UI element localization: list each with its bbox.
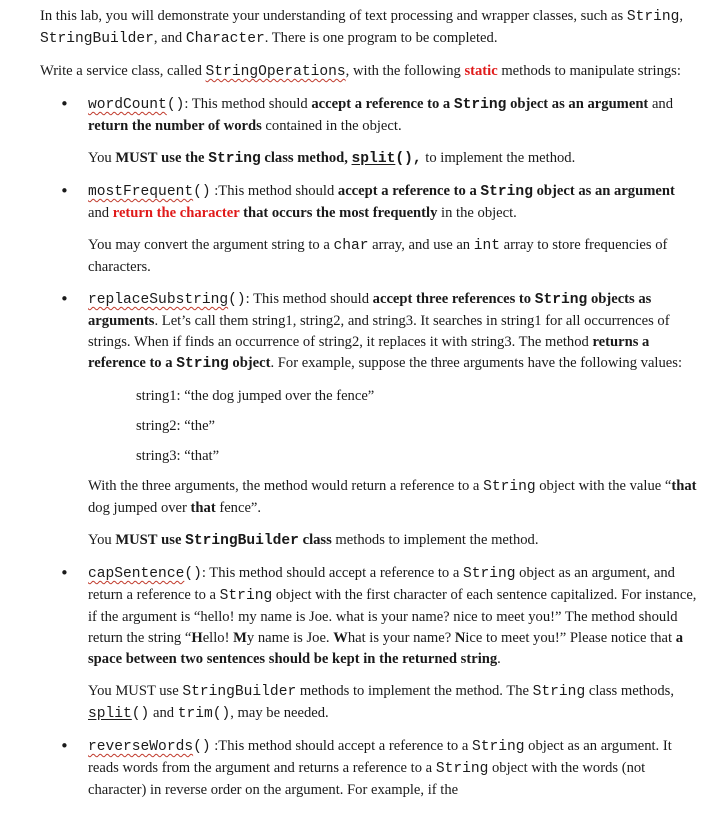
- method-parens: (): [193, 184, 211, 200]
- item-text: :This method should: [210, 183, 338, 199]
- note-text: array, and use an: [368, 237, 474, 253]
- item-text: . Let’s call them string1, string2, and string3. It searches in string1 for all occurrences of strings. When if finds an occurrence of string2, it replaces it with string3. The method: [88, 313, 670, 350]
- code-string: String: [480, 184, 533, 200]
- bold-letter: M: [233, 630, 247, 646]
- replace-note: [40, 530, 697, 552]
- code-string: String: [626, 9, 680, 25]
- item-text: contained in the object.: [261, 118, 402, 134]
- task-paragraph: [40, 61, 697, 83]
- item-text: : This method should: [184, 96, 312, 112]
- code-string: String: [534, 292, 588, 308]
- list-item-capsentence: [40, 563, 697, 670]
- replace-result: [40, 476, 697, 519]
- bold-text: class: [298, 532, 332, 548]
- bold-letter: N: [454, 630, 466, 646]
- method-list: [40, 94, 697, 137]
- note-text: You: [88, 150, 116, 166]
- method-name: mostFrequent: [88, 184, 194, 200]
- intro-text: . There is one program to be completed.: [264, 30, 498, 46]
- method-list: [40, 181, 697, 224]
- code-trim: trim(): [177, 706, 231, 722]
- method-parens: (): [184, 566, 202, 582]
- code-string: String: [471, 739, 525, 755]
- method-name: reverseWords: [88, 739, 194, 755]
- bold-text: use: [161, 532, 186, 548]
- item-text: object with the first character of each sentence capitalized. For instance, if the argument is “hello! my name is Joe. what is your name? nice to meet you!” The method should return the string “: [88, 587, 697, 646]
- note-text: methods to implement the method. The: [296, 683, 533, 699]
- bold-text: accept a reference to a: [311, 96, 454, 112]
- note-text: object with the value “: [535, 478, 672, 494]
- intro-text: ,: [679, 8, 684, 24]
- bold-text: object: [228, 355, 271, 371]
- note-text: , may be needed.: [230, 705, 329, 721]
- method-name: capSentence: [88, 566, 185, 582]
- item-text: .: [497, 651, 501, 667]
- bold-text: returns a reference to a: [88, 334, 650, 371]
- class-name: StringOperations: [205, 64, 346, 80]
- bold-text: return the number of words: [88, 118, 262, 134]
- code-string: String: [462, 566, 516, 582]
- bold-letter: W: [333, 630, 348, 646]
- code-int: int: [473, 238, 501, 254]
- static-keyword: static: [464, 63, 498, 79]
- method-list: [40, 563, 697, 670]
- note-text: With the three arguments, the method would return a reference to a: [88, 478, 484, 494]
- item-text: in the object.: [437, 205, 517, 221]
- item-text: ice to meet you!” Please notice that: [465, 630, 676, 646]
- code-string: String: [483, 479, 536, 495]
- list-item-reversewords: [40, 736, 697, 801]
- bold-text: class method,: [260, 150, 352, 166]
- note-text: fence”.: [215, 500, 262, 516]
- bold-letter: H: [191, 630, 203, 646]
- bold-text: that occurs the most frequently: [239, 205, 438, 221]
- intro-paragraph: [40, 6, 697, 50]
- item-text: object as an argument. It reads words from the argument and returns a reference to a: [88, 738, 672, 776]
- example-string1: string1: “the dog jumped over the fence”: [136, 388, 375, 404]
- code-split: split: [88, 706, 132, 722]
- wordcount-note: [40, 148, 697, 170]
- note-text: You: [88, 532, 116, 548]
- item-text: and: [648, 96, 674, 112]
- example-values: [40, 386, 697, 467]
- method-parens: (): [193, 739, 211, 755]
- code-parens: (): [131, 706, 150, 722]
- bold-text: objects as arguments: [88, 291, 652, 329]
- code-string: String: [435, 761, 489, 777]
- method-list: [40, 289, 697, 375]
- code-character: Character: [185, 31, 265, 47]
- example-string3: string3: “that”: [136, 448, 220, 464]
- code-stringbuilder: StringBuilder: [182, 684, 297, 700]
- mostfrequent-note: [40, 235, 697, 278]
- task-text: methods to manipulate strings:: [497, 63, 681, 79]
- bold-text: object as an argument: [532, 183, 675, 199]
- list-item-replacesubstring: [40, 289, 697, 375]
- intro-text: In this lab, you will demonstrate your understanding of text processing and wrapper classes, such as: [40, 8, 627, 24]
- item-text: hat is your name?: [347, 630, 455, 646]
- method-parens: (): [228, 292, 246, 308]
- bold-text: a space between two sentences should be kept in the returned string: [88, 630, 683, 667]
- item-text: :This method should accept a reference to a: [210, 738, 472, 754]
- bold-text: accept a reference to a: [337, 183, 481, 199]
- bold-text: accept three references to: [372, 291, 535, 307]
- note-text: class methods,: [585, 683, 674, 699]
- capsentence-note: [40, 681, 697, 725]
- method-name: wordCount: [88, 97, 167, 113]
- note-text: You MUST use: [88, 683, 183, 699]
- code-string: String: [219, 588, 273, 604]
- bold-text: MUST: [115, 532, 158, 548]
- method-parens: (): [166, 97, 185, 113]
- note-text: array to store frequencies of characters.: [88, 237, 668, 275]
- item-text: object as an argument, and return a reference to a: [88, 565, 675, 603]
- code-split: split: [351, 151, 396, 167]
- code-string: String: [176, 356, 229, 372]
- bold-text: object as an argument: [506, 96, 649, 112]
- item-text: : This method should: [245, 291, 373, 307]
- item-text: and: [88, 205, 113, 221]
- method-list: [40, 736, 697, 801]
- code-char: char: [333, 238, 369, 254]
- task-text: , with the following: [345, 63, 465, 79]
- note-text: to implement the method.: [421, 150, 576, 166]
- example-string2: string2: “the”: [136, 418, 216, 434]
- list-item-mostfrequent: [40, 181, 697, 224]
- intro-text: , and: [153, 30, 186, 46]
- item-text: ello!: [202, 630, 234, 646]
- code-string: String: [208, 151, 261, 167]
- bold-text: use the: [161, 150, 209, 166]
- code-string: String: [453, 97, 507, 113]
- method-name: replaceSubstring: [88, 292, 229, 308]
- note-text: You may convert the argument string to a: [88, 237, 334, 253]
- code-string: String: [532, 684, 586, 700]
- item-text: : This method should accept a reference to a: [201, 565, 463, 581]
- bold-text: that: [190, 500, 216, 516]
- bold-text: that: [671, 478, 697, 494]
- note-text: dog jumped over: [88, 500, 191, 516]
- item-text: object with the words (not character) in reverse order on the argument. For example, if the: [88, 760, 646, 798]
- code-stringbuilder: StringBuilder: [185, 533, 299, 549]
- red-bold-text: return the character: [112, 205, 240, 221]
- code-parens: (),: [395, 151, 422, 167]
- note-text: methods to implement the method.: [331, 532, 539, 548]
- list-item-wordcount: [40, 94, 697, 137]
- code-stringbuilder: StringBuilder: [40, 31, 154, 47]
- task-text: Write a service class, called: [40, 63, 206, 79]
- item-text: y name is Joe.: [246, 630, 334, 646]
- item-text: . For example, suppose the three arguments have the following values:: [270, 355, 682, 371]
- bold-text: MUST: [115, 150, 158, 166]
- note-text: and: [149, 705, 178, 721]
